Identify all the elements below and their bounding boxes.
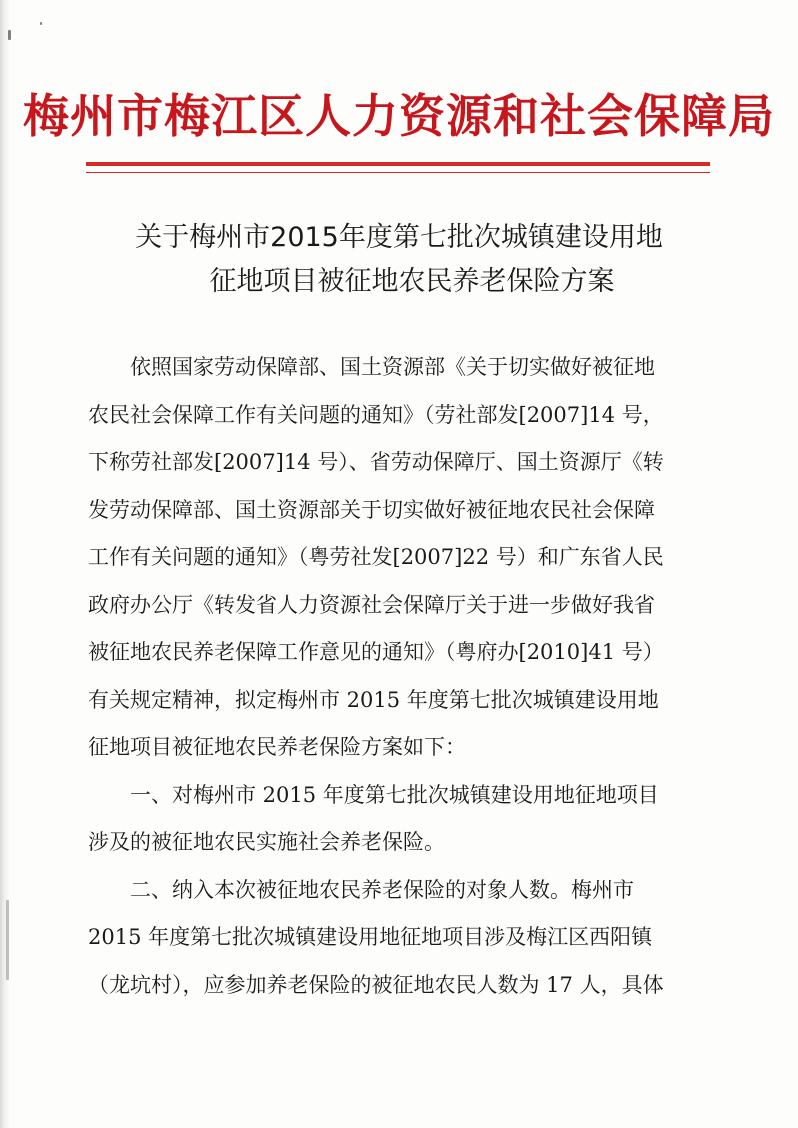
agency-title: 梅州市梅江区人力资源和社会保障局	[23, 89, 775, 143]
scan-mark	[8, 30, 11, 40]
body-line: 下称劳社部发[2007]14 号）、省劳动保障厅、国土资源厅《转	[88, 450, 664, 474]
scan-mark	[40, 22, 42, 25]
body-line: 被征地农民养老保障工作意见的通知》（粤府办[2010]41 号）	[88, 640, 664, 664]
body-line: 涉及的被征地农民实施社会养老保险。	[88, 830, 445, 854]
red-header-rule	[86, 162, 710, 166]
body-line: 有关规定精神，拟定梅州市 2015 年度第七批次城镇建设用地	[88, 687, 659, 712]
document-body	[88, 344, 708, 1009]
scan-mark	[6, 900, 9, 980]
document-title	[0, 216, 798, 304]
title-line: 征地项目被征地农民养老保险方案	[209, 266, 615, 297]
body-line: 工作有关问题的通知》（粤劳社发[2007]22 号）和广东省人民	[88, 545, 664, 569]
body-line: 二、纳入本次被征地农民养老保险的对象人数。梅州市	[130, 877, 634, 902]
body-line: 政府办公厅《转发省人力资源社会保障厅关于进一步做好我省	[88, 592, 655, 617]
title-line: 关于梅州市2015年度第七批次城镇建设用地	[135, 222, 663, 253]
red-header-rule-thin	[86, 172, 710, 173]
body-line: 2015 年度第七批次城镇建设用地征地项目涉及梅江区西阳镇	[88, 925, 653, 949]
body-line: 发劳动保障部、国土资源部关于切实做好被征地农民社会保障	[88, 497, 655, 522]
body-line: 依照国家劳动保障部、国土资源部《关于切实做好被征地	[130, 355, 655, 379]
body-line: 一、对梅州市 2015 年度第七批次城镇建设用地征地项目	[130, 782, 659, 807]
body-line: 农民社会保障工作有关问题的通知》（劳社部发[2007]14 号，	[88, 402, 664, 427]
body-line: （龙坑村），应参加养老保险的被征地农民人数为 17 人，具体	[88, 972, 664, 997]
body-line: 征地项目被征地农民养老保险方案如下：	[88, 735, 466, 759]
